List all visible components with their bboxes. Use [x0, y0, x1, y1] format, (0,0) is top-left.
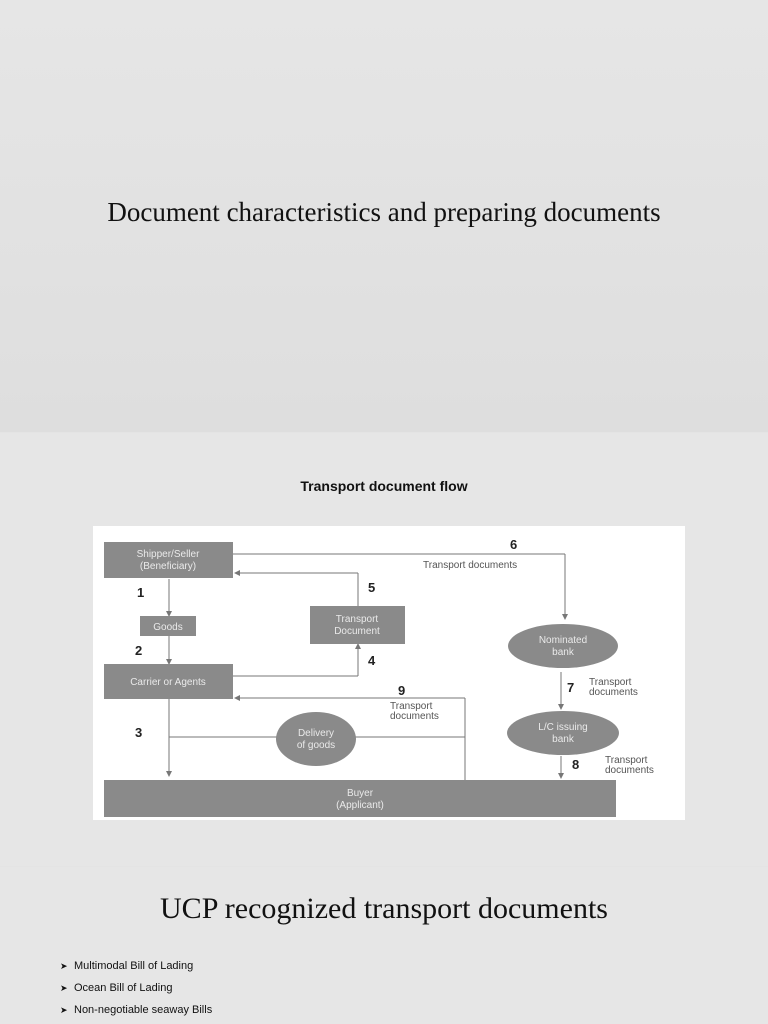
- node-shipper-line2: (Beneficiary): [139, 561, 197, 572]
- node-nominated-bank-line2: bank: [552, 647, 574, 658]
- step-number-3: 3: [135, 725, 143, 740]
- step-number-1: 1: [137, 585, 145, 600]
- arrow-bullet-icon: ➤: [60, 983, 68, 993]
- node-transport-document-line1: Transport: [335, 614, 379, 625]
- step-number-4: 4: [368, 653, 376, 668]
- bullet-list: [60, 959, 212, 1024]
- list-item-text: Multimodal Bill of Lading: [74, 960, 194, 972]
- label-step7-line2: documents: [589, 687, 638, 698]
- list-item: [60, 981, 212, 1003]
- node-lc-issuing-bank: [507, 711, 619, 755]
- arrow-bullet-icon: ➤: [60, 961, 68, 971]
- slide-heading: UCP recognized transport documents: [160, 892, 608, 925]
- transport-flow-diagram: [93, 526, 685, 820]
- node-carrier-label: Carrier or Agents: [130, 677, 206, 688]
- arrow-bullet-icon: ➤: [60, 1005, 68, 1015]
- step-number-7: 7: [567, 680, 575, 695]
- flow-diagram-svg: [93, 526, 685, 820]
- label-step8-line2: documents: [605, 765, 654, 776]
- list-item-text: Non-negotiable seaway Bills: [74, 1004, 213, 1016]
- node-shipper-line1: Shipper/Seller: [136, 549, 200, 560]
- node-goods-label: Goods: [153, 622, 183, 633]
- slide-ucp-documents: [0, 867, 768, 1024]
- node-lc-line2: bank: [552, 734, 574, 745]
- label-step7-line1: Transport: [589, 677, 632, 688]
- label-step8-line1: Transport: [605, 755, 648, 766]
- node-shipper: [104, 542, 233, 578]
- label-step9-line2: documents: [390, 711, 439, 722]
- step-number-5: 5: [368, 580, 376, 595]
- label-step6: Transport documents: [423, 560, 518, 571]
- slide-transport-flow: [0, 433, 768, 866]
- list-item: [60, 1003, 212, 1024]
- step-number-8: 8: [572, 757, 580, 772]
- node-delivery-line1: Delivery: [297, 728, 335, 739]
- node-delivery-line2: of goods: [296, 740, 336, 751]
- list-item-text: Ocean Bill of Lading: [74, 982, 173, 994]
- node-nominated-bank: [508, 624, 618, 668]
- label-step9-line1: Transport: [390, 701, 433, 712]
- node-buyer-line2: (Applicant): [336, 800, 384, 811]
- node-lc-line1: L/C issuing: [538, 722, 588, 733]
- node-delivery-of-goods: [276, 712, 356, 766]
- step-number-6: 6: [510, 537, 518, 552]
- step-number-2: 2: [135, 643, 143, 658]
- diagram-title: Transport document flow: [300, 478, 468, 494]
- slide-title-page: [0, 0, 768, 432]
- node-nominated-bank-line1: Nominated: [538, 635, 588, 646]
- node-buyer-line1: Buyer: [346, 788, 374, 799]
- step-number-9: 9: [398, 683, 406, 698]
- node-transport-document-line2: Document: [334, 626, 380, 637]
- list-item: [60, 959, 212, 981]
- node-transport-document: [310, 606, 405, 644]
- slide-title: Document characteristics and preparing documents: [107, 197, 661, 227]
